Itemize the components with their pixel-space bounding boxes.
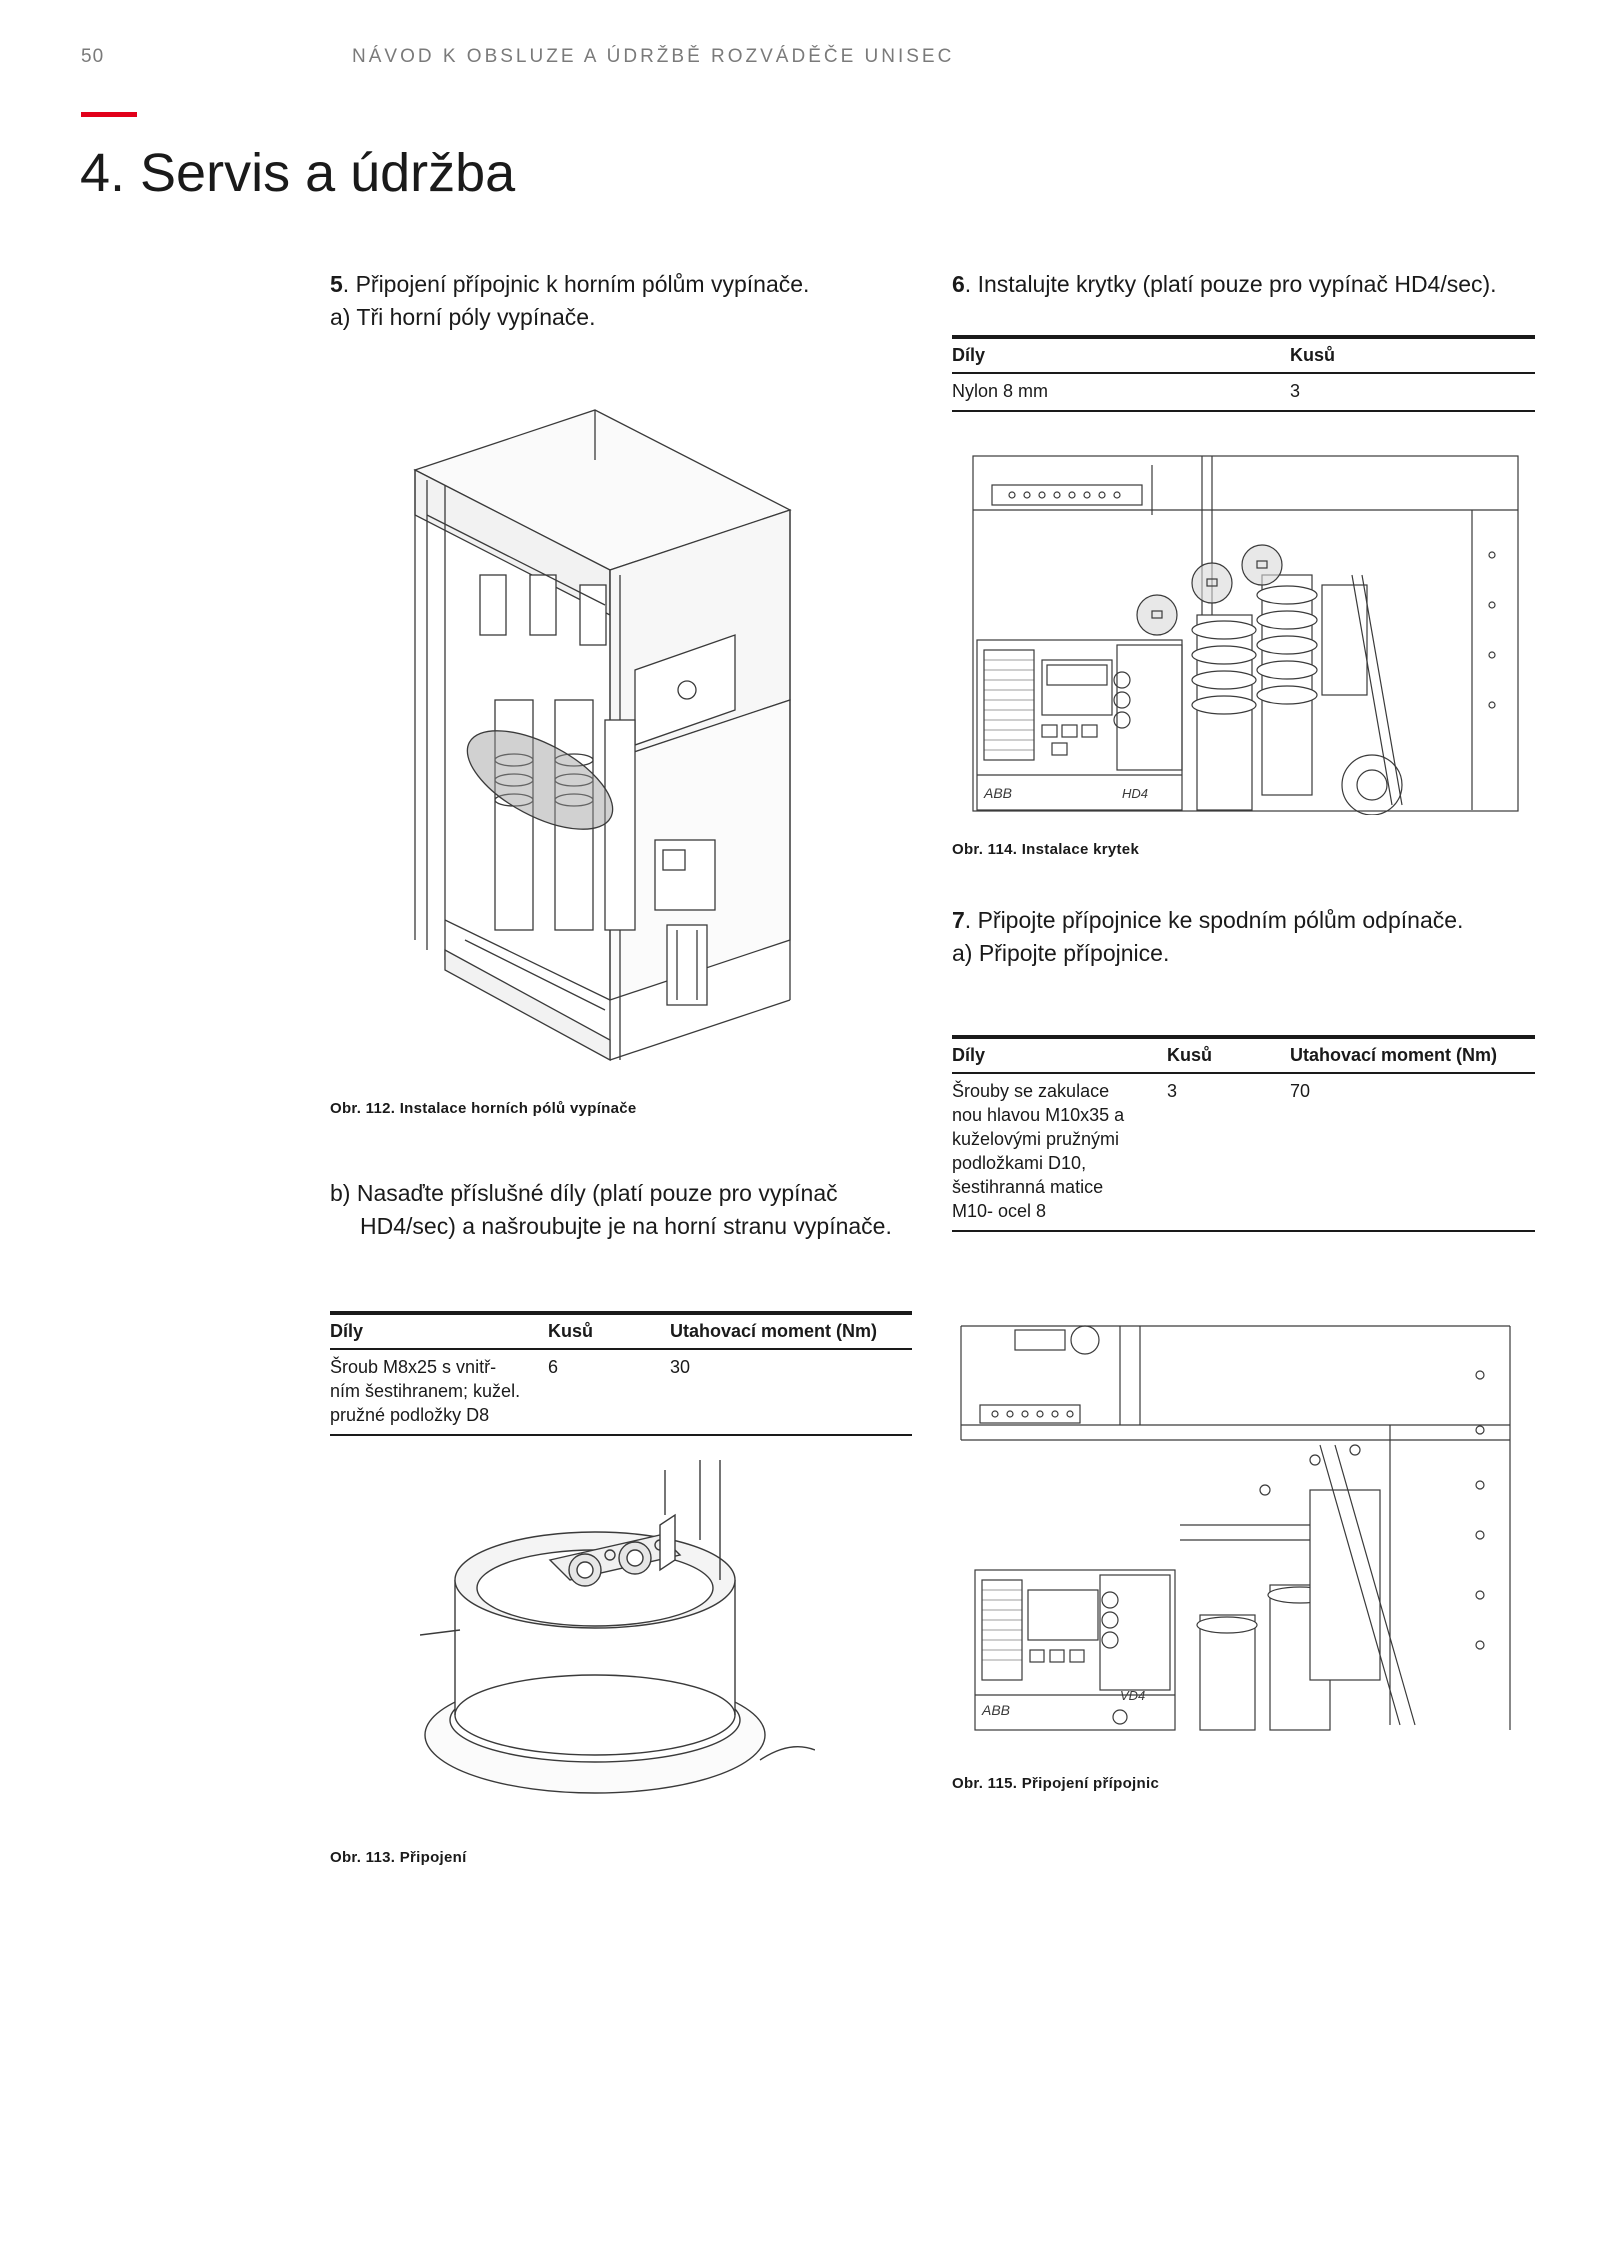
step7-part-line-3: kuželovými pružnými [952, 1129, 1120, 1149]
figure-115-caption: Obr. 115. Připojení přípojnic [952, 1775, 1160, 1792]
figure-113-pole-connection [420, 1460, 815, 1805]
figure-115-brand-label: ABB [982, 1702, 1011, 1718]
step6-parts-table [952, 335, 1535, 412]
step5-header-qty: Kusů [548, 1313, 670, 1349]
figure-112-switchgear [405, 400, 845, 1080]
step5-header-parts: Díly [330, 1313, 548, 1349]
step7-number: 7 [952, 907, 965, 933]
step6-header-qty: Kusů [1290, 337, 1535, 373]
step6-text: . Instalujte krytky (platí pouze pro vypínač HD4/sec). [964, 271, 1497, 297]
running-title: NÁVOD K OBSLUZE A ÚDRŽBĚ ROZVÁDĚČE UNISEC [352, 46, 955, 67]
step7-cell-torque: 70 [1290, 1073, 1535, 1231]
step5-sub-b-text: Nasaďte příslušné díly (platí pouze pro vypínač HD4/sec) a našroubujte je na horní stranu vypínače. [356, 1180, 892, 1239]
step6-number: 6 [952, 271, 965, 297]
figure-112-caption: Obr. 112. Instalace horních pólů vypínače [330, 1100, 637, 1117]
step6-header-parts: Díly [952, 337, 1290, 373]
page-number: 50 [81, 46, 105, 67]
step7-cell-qty: 3 [1167, 1073, 1290, 1231]
step7-part-line-2: nou hlavou M10x35 a [952, 1105, 1125, 1125]
step6-heading [952, 268, 1552, 301]
step7-header-parts: Díly [952, 1037, 1167, 1073]
step5-number: 5 [330, 271, 343, 297]
table-row [952, 1073, 1535, 1231]
step7-header-torque: Utahovací moment (Nm) [1290, 1037, 1535, 1073]
step7-part-line-5: šestihranná matice [952, 1177, 1104, 1197]
step5-cell-qty: 6 [548, 1349, 670, 1435]
step7-text: . Připojte přípojnice ke spodním pólům odpínače. [964, 907, 1464, 933]
step5-text: . Připojení přípojnic k horním pólům vypínače. [342, 271, 810, 297]
table-row [330, 1349, 912, 1435]
step7-heading [952, 904, 1552, 937]
accent-bar [81, 112, 137, 117]
section-title: 4. Servis a údržba [80, 143, 516, 203]
step7-part-line-6: M10- ocel 8 [952, 1201, 1047, 1221]
figure-114-caption: Obr. 114. Instalace krytek [952, 841, 1140, 858]
step5-sub-a: a) Tři horní póly vypínače. [330, 304, 596, 330]
step5-parts-table [330, 1311, 912, 1436]
figure-114-cover-installation [972, 455, 1522, 815]
step6-cell-qty: 3 [1290, 373, 1535, 411]
figure-114-model-label: HD4 [1122, 786, 1149, 801]
step5-part-line-1: Šroub M8x25 s vnitř- [330, 1357, 497, 1377]
table-row [952, 373, 1535, 411]
step7-part-line-4: podložkami D10, [952, 1153, 1087, 1173]
step7-cell-part [952, 1073, 1167, 1231]
step5-sub-b [330, 1177, 920, 1243]
step5-sub-b-label: b) [330, 1180, 351, 1206]
figure-115-busbar-connection [960, 1325, 1520, 1735]
step5-header-torque: Utahovací moment (Nm) [670, 1313, 912, 1349]
step5-cell-part [330, 1349, 548, 1435]
step7-part-line-1: Šrouby se zakulace [952, 1081, 1110, 1101]
figure-114-brand-label: ABB [984, 785, 1013, 801]
step5-cell-torque: 30 [670, 1349, 912, 1435]
step7-parts-table [952, 1035, 1535, 1232]
figure-113-caption: Obr. 113. Připojení [330, 1849, 467, 1866]
figure-115-model-label: VD4 [1120, 1688, 1146, 1703]
step6-cell-part: Nylon 8 mm [952, 373, 1290, 411]
step5-part-line-3: pružné podložky D8 [330, 1405, 490, 1425]
step7-header-qty: Kusů [1167, 1037, 1290, 1073]
step5-heading [330, 268, 890, 301]
step7-sub-a: a) Připojte přípojnice. [952, 940, 1170, 966]
step5-part-line-2: ním šestihranem; kužel. [330, 1381, 521, 1401]
